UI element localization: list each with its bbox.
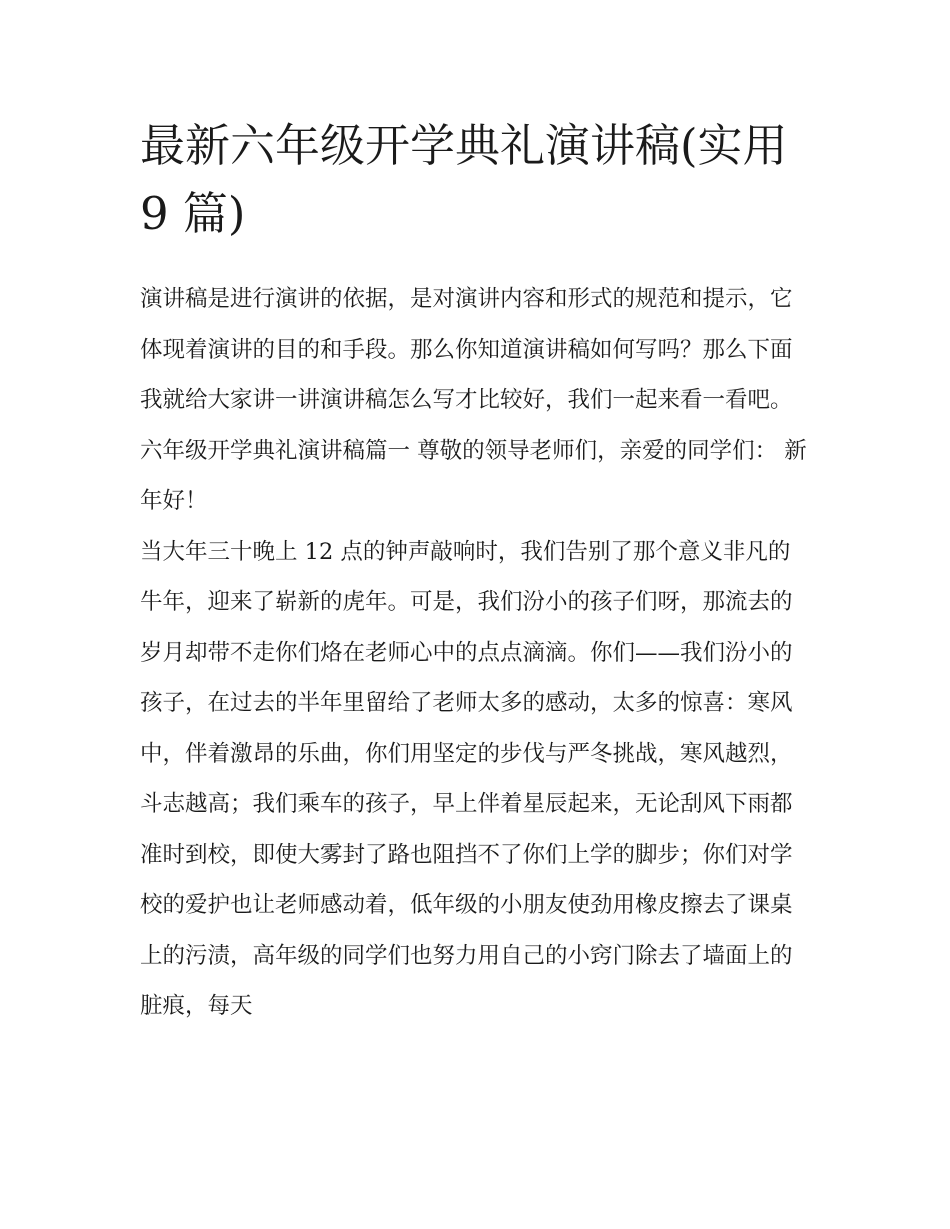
intro-paragraph: 演讲稿是进行演讲的依据，是对演讲内容和形式的规范和提示，它体现着演讲的目的和手段。那么你知道演讲稿如何写吗？那么下面我就给大家讲一讲演讲稿怎么写才比较好，我们一起来看一看吧。 bbox=[140, 286, 793, 413]
document-page bbox=[140, 112, 812, 1032]
body-paragraph: 当大年三十晚上 12 点的钟声敲响时，我们告别了那个意义非凡的牛年，迎来了崭新的虎年。可是，我们汾小的孩子们呀，那流去的岁月却带不走你们烙在老师心中的点点滴滴。你们——我们汾小的孩子，在过去的半年里留给了老师太多的感动，太多的惊喜：寒风中，伴着激昂的乐曲，你们用坚定的步伐与严冬挑战，寒风越烈，斗志越高；我们乘车的孩子，早上伴着星辰起来，无论刮风下雨都准时到校，即使大雾封了路也阻挡不了你们上学的脚步；你们对学校的爱护也让老师感动着，低年级的小朋友使劲用橡皮擦去了课桌上的污渍，高年级的同学们也努力用自己的小窍门除去了墙面上的脏痕，每天 bbox=[140, 538, 793, 1019]
document-title: 最新六年级开学典礼演讲稿(实用 9 篇) bbox=[140, 119, 788, 240]
section-heading-paragraph: 六年级开学典礼演讲稿篇一 尊敬的领导老师们，亲爱的同学们： 新年好！ bbox=[140, 437, 807, 514]
